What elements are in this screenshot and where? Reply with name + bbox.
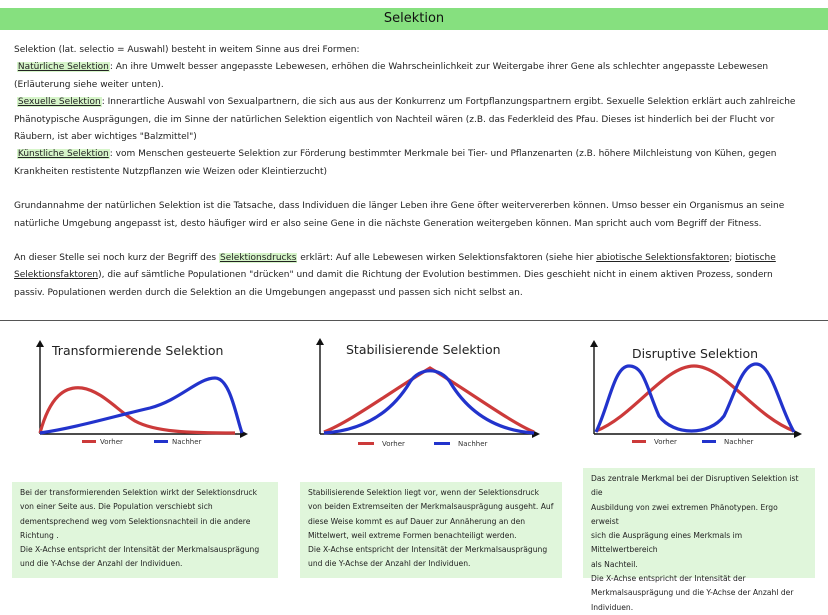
page-title: Selektion xyxy=(383,11,445,26)
legend-after-label: Nachher xyxy=(172,438,202,446)
curve-before xyxy=(596,366,794,431)
chart-stabilizing-selection xyxy=(310,332,550,456)
legend-after-label: Nachher xyxy=(724,438,754,446)
form-natural: Natürliche Selektion: An ihre Umwelt besser angepasste Lebewesen, erhöhen die Wahrscheinlichkeit zur Weitergabe ihrer Gene als schlechter angepasste Lebewesen (Erläuterung siehe weiter unten). xyxy=(14,62,769,90)
note-disruptive: Das zentrale Merkmal bei der Disruptiven Selektion ist die Ausbildung von zwei extremen Phänotypen. Ergo erweist sich die Ausprägung eines Merkmals im Mittelwertbereich als Nachteil. Die X-Achse entspricht der Intensität der Merkmalsausprägung und die Y-Achse der Anzahl der Individuen. xyxy=(583,468,815,578)
legend-before-swatch xyxy=(632,440,646,443)
legend-after-swatch xyxy=(154,440,168,443)
form-sexual: Sexuelle Selektion: Innerartliche Auswahl von Sexualpartnern, die sich aus aus der Konkurrenz um Fortpflanzungspartnern ergibt. Sexuelle Selektion erklärt auch zahlreiche Phänotypische Ausprägungen, die im Sinne der natürlichen Selektion eigentlich von Nachteil wären (z.B. das Federkleid des Pfau. Dieses ist hinderlich bei der Flucht vor Räubern, ist aber wichtiges "Balzmittel") xyxy=(14,97,796,143)
y-axis-arrow-icon xyxy=(590,340,598,347)
curve-before xyxy=(324,368,534,432)
legend-after-label: Nachher xyxy=(458,440,488,448)
chart-title: Transformierende Selektion xyxy=(52,343,224,358)
chart-transforming-selection xyxy=(30,336,260,456)
legend-after-swatch xyxy=(434,442,450,445)
link-abiotic-factors[interactable]: abiotische Selektionsfaktoren xyxy=(596,253,730,264)
legend-after-swatch xyxy=(702,440,716,443)
chart-title: Disruptive Selektion xyxy=(632,346,759,361)
term-sexual-selection: Sexuelle Selektion xyxy=(17,97,101,108)
link-biotic-factors[interactable]: biotische Selektionsfaktoren xyxy=(14,253,776,281)
page-title-bar xyxy=(0,8,828,30)
y-axis-arrow-icon xyxy=(36,340,44,347)
legend-before-label: Vorher xyxy=(100,438,123,446)
note-stabilizing: Stabilisierende Selektion liegt vor, wenn der Selektionsdruck von beiden Extremseiten der Merkmalsausprägung ausgeht. Auf diese Weise kommt es auf Dauer zur Annäherung an den Mittelwert, weil extreme Formen benachteiligt werden. Die X-Achse entspricht der Intensität der Merkmalsausprägung und die Y-Achse der Anzahl der Individuen. xyxy=(300,482,562,578)
legend-before-swatch xyxy=(82,440,96,443)
legend-before-label: Vorher xyxy=(654,438,677,446)
legend-before-label: Vorher xyxy=(382,440,405,448)
intro-text: Selektion (lat. selectio = Auswahl) besteht in weitem Sinne aus drei Formen: xyxy=(14,45,360,55)
chart-disruptive-selection xyxy=(584,336,814,456)
chart-title: Stabilisierende Selektion xyxy=(346,342,501,357)
form-artificial: Künstliche Selektion: vom Menschen gesteuerte Selektion zur Förderung bestimmter Merkmale bei Tier- und Pflanzenarten (z.B. höhere Milchleistung von Kühen, gegen Krankheiten restistente Nutzpflanzen wie Weizen oder Kleintierzucht) xyxy=(14,149,777,177)
main-text xyxy=(14,42,804,302)
selection-pressure-paragraph: An dieser Stelle sei noch kurz der Begriff des Selektionsdrucks erklärt: Auf alle Lebewesen wirken Selektionsfaktoren (siehe hier abiotische Selektionsfaktoren; biotische Selektionsfaktoren), die auf sämtliche Populationen "drücken" und damit die Richtung der Evolution bestimmen. Dies geschieht nicht in einem aktiven Prozess, sondern passiv. Populationen werden durch die Selektion an die Umgebungen angepasst und passen sich nicht selbst an. xyxy=(14,253,776,298)
legend-before-swatch xyxy=(358,442,374,445)
term-selection-pressure: Selektionsdrucks xyxy=(219,253,297,264)
fitness-paragraph: Grundannahme der natürlichen Selektion ist die Tatsache, dass Individuen die länger Leben ihre Gene öfter weitervererben können. Umso besser ein Organismus an seine natürliche Umgebung angepasst ist, desto häufiger wird er also seine Gene in die nächste Generation weitergeben können. Man spricht auch vom Begriff der Fitness. xyxy=(14,201,785,229)
section-divider xyxy=(0,320,828,321)
note-transforming: Bei der transformierenden Selektion wirkt der Selektionsdruck von einer Seite aus. Die Population verschiebt sich dementsprechend weg vom Selektionsnachteil in die andere Richtung . Die X-Achse entspricht der Intensität der Merkmalsausprägung und die Y-Achse der Anzahl der Individuen. xyxy=(12,482,278,578)
term-natural-selection: Natürliche Selektion xyxy=(17,62,109,73)
term-artificial-selection: Künstliche Selektion xyxy=(17,149,109,160)
curve-after xyxy=(324,371,534,433)
curve-after xyxy=(596,364,794,432)
y-axis-arrow-icon xyxy=(316,338,324,345)
